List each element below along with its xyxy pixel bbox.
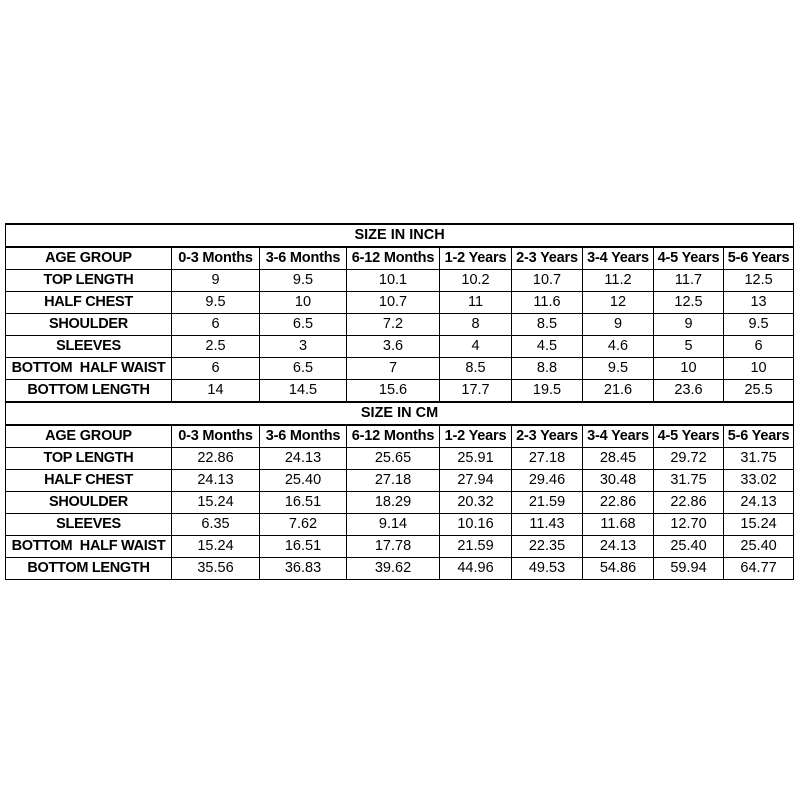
cell-value: 16.51 [260,536,347,558]
cell-value: 21.6 [583,380,654,403]
column-header-6-12-months: 6-12 Months [347,247,440,270]
column-header-5-6-years: 5-6 Years [724,247,794,270]
row-label-half-chest: HALF CHEST [6,292,172,314]
section-title-inch: SIZE IN INCH [6,224,794,247]
cell-value: 36.83 [260,558,347,580]
cell-value: 49.53 [512,558,583,580]
cell-value: 10 [724,358,794,380]
column-header-3-4-years: 3-4 Years [583,247,654,270]
cell-value: 12.5 [654,292,724,314]
table-row-bottom-length [6,558,794,580]
cell-value: 6 [172,358,260,380]
cell-value: 8.8 [512,358,583,380]
cell-value: 11 [440,292,512,314]
column-header-1-2-years: 1-2 Years [440,425,512,448]
cell-value: 25.91 [440,448,512,470]
column-header-3-6-months: 3-6 Months [260,247,347,270]
cell-value: 13 [724,292,794,314]
cell-value: 7 [347,358,440,380]
cell-value: 21.59 [440,536,512,558]
column-header-4-5-years: 4-5 Years [654,247,724,270]
cell-value: 17.7 [440,380,512,403]
table-row-shoulder [6,492,794,514]
cell-value: 9.14 [347,514,440,536]
cell-value: 29.46 [512,470,583,492]
cell-value: 8 [440,314,512,336]
cell-value: 12.5 [724,270,794,292]
cell-value: 11.7 [654,270,724,292]
row-label-bottom-length: BOTTOM LENGTH [6,380,172,403]
cell-value: 24.13 [172,470,260,492]
cell-value: 11.43 [512,514,583,536]
cell-value: 8.5 [512,314,583,336]
table-row-sleeves [6,514,794,536]
cell-value: 17.78 [347,536,440,558]
cell-value: 18.29 [347,492,440,514]
cell-value: 16.51 [260,492,347,514]
column-header-4-5-years: 4-5 Years [654,425,724,448]
table-row-bottom-half-waist [6,536,794,558]
cell-value: 22.35 [512,536,583,558]
cell-value: 23.6 [654,380,724,403]
cell-value: 24.13 [583,536,654,558]
size-chart-body [6,224,794,580]
size-chart-table [5,223,794,580]
age-group-header: AGE GROUP [6,247,172,270]
cell-value: 9.5 [724,314,794,336]
row-label-top-length: TOP LENGTH [6,270,172,292]
cell-value: 28.45 [583,448,654,470]
row-label-half-chest: HALF CHEST [6,470,172,492]
cell-value: 21.59 [512,492,583,514]
cell-value: 59.94 [654,558,724,580]
column-header-2-3-years: 2-3 Years [512,425,583,448]
cell-value: 6.5 [260,358,347,380]
section-title-row-cm [6,402,794,425]
table-row-top-length [6,270,794,292]
cell-value: 6 [724,336,794,358]
cell-value: 22.86 [172,448,260,470]
cell-value: 6.35 [172,514,260,536]
cell-value: 4 [440,336,512,358]
cell-value: 25.40 [260,470,347,492]
section-title-row-inch [6,224,794,247]
cell-value: 10.2 [440,270,512,292]
cell-value: 33.02 [724,470,794,492]
cell-value: 10 [260,292,347,314]
cell-value: 7.2 [347,314,440,336]
cell-value: 31.75 [654,470,724,492]
cell-value: 25.40 [654,536,724,558]
cell-value: 11.6 [512,292,583,314]
table-row-sleeves [6,336,794,358]
cell-value: 19.5 [512,380,583,403]
cell-value: 12.70 [654,514,724,536]
age-group-header: AGE GROUP [6,425,172,448]
cell-value: 10.7 [512,270,583,292]
row-label-bottom-length: BOTTOM LENGTH [6,558,172,580]
cell-value: 27.18 [347,470,440,492]
cell-value: 24.13 [260,448,347,470]
cell-value: 9 [172,270,260,292]
header-row-cm [6,425,794,448]
cell-value: 15.24 [724,514,794,536]
cell-value: 27.94 [440,470,512,492]
table-row-half-chest [6,470,794,492]
cell-value: 3 [260,336,347,358]
row-label-sleeves: SLEEVES [6,336,172,358]
cell-value: 11.68 [583,514,654,536]
table-row-bottom-length [6,380,794,403]
cell-value: 9.5 [172,292,260,314]
cell-value: 64.77 [724,558,794,580]
cell-value: 5 [654,336,724,358]
cell-value: 4.6 [583,336,654,358]
row-label-bottom-half-waist: BOTTOM HALF WAIST [6,358,172,380]
cell-value: 25.40 [724,536,794,558]
column-header-1-2-years: 1-2 Years [440,247,512,270]
cell-value: 29.72 [654,448,724,470]
cell-value: 22.86 [654,492,724,514]
cell-value: 9 [654,314,724,336]
cell-value: 30.48 [583,470,654,492]
cell-value: 2.5 [172,336,260,358]
cell-value: 8.5 [440,358,512,380]
row-label-top-length: TOP LENGTH [6,448,172,470]
cell-value: 4.5 [512,336,583,358]
column-header-5-6-years: 5-6 Years [724,425,794,448]
cell-value: 9.5 [583,358,654,380]
section-title-cm: SIZE IN CM [6,402,794,425]
cell-value: 20.32 [440,492,512,514]
column-header-0-3-months: 0-3 Months [172,247,260,270]
cell-value: 12 [583,292,654,314]
column-header-3-6-months: 3-6 Months [260,425,347,448]
cell-value: 9 [583,314,654,336]
cell-value: 15.6 [347,380,440,403]
cell-value: 31.75 [724,448,794,470]
cell-value: 25.65 [347,448,440,470]
cell-value: 10 [654,358,724,380]
cell-value: 14 [172,380,260,403]
cell-value: 10.16 [440,514,512,536]
column-header-6-12-months: 6-12 Months [347,425,440,448]
cell-value: 22.86 [583,492,654,514]
cell-value: 27.18 [512,448,583,470]
cell-value: 7.62 [260,514,347,536]
cell-value: 15.24 [172,536,260,558]
cell-value: 10.7 [347,292,440,314]
table-row-top-length [6,448,794,470]
row-label-shoulder: SHOULDER [6,492,172,514]
column-header-3-4-years: 3-4 Years [583,425,654,448]
cell-value: 54.86 [583,558,654,580]
cell-value: 6 [172,314,260,336]
cell-value: 11.2 [583,270,654,292]
cell-value: 3.6 [347,336,440,358]
column-header-0-3-months: 0-3 Months [172,425,260,448]
cell-value: 10.1 [347,270,440,292]
cell-value: 25.5 [724,380,794,403]
row-label-sleeves: SLEEVES [6,514,172,536]
table-row-shoulder [6,314,794,336]
table-row-bottom-half-waist [6,358,794,380]
column-header-2-3-years: 2-3 Years [512,247,583,270]
cell-value: 14.5 [260,380,347,403]
table-row-half-chest [6,292,794,314]
cell-value: 9.5 [260,270,347,292]
cell-value: 24.13 [724,492,794,514]
cell-value: 6.5 [260,314,347,336]
cell-value: 15.24 [172,492,260,514]
cell-value: 39.62 [347,558,440,580]
header-row-inch [6,247,794,270]
cell-value: 44.96 [440,558,512,580]
row-label-bottom-half-waist: BOTTOM HALF WAIST [6,536,172,558]
row-label-shoulder: SHOULDER [6,314,172,336]
cell-value: 35.56 [172,558,260,580]
